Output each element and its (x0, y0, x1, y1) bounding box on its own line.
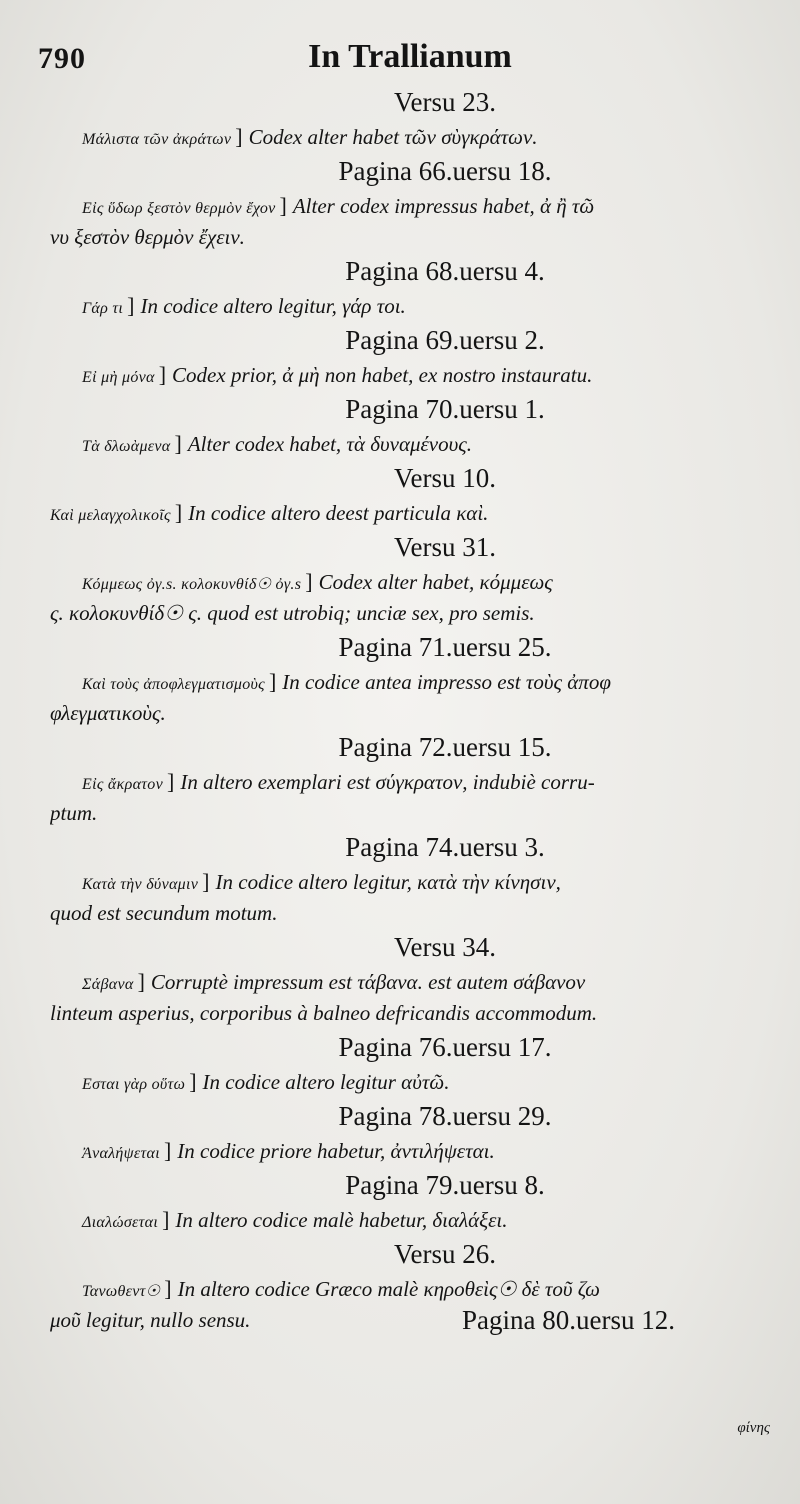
text-line (50, 122, 770, 153)
lemma-greek: Καὶ μελαγχολικοῖς (50, 507, 171, 524)
lemma-bracket: ] (167, 769, 175, 794)
section-heading: Versu 31. (394, 532, 496, 562)
annotation-text: In codice altero legitur, γάρ τοι. (140, 294, 406, 318)
annotation-text: In altero exemplari est σύγκρατον, indubiè corru- (180, 770, 595, 794)
text-line (50, 1305, 770, 1336)
annotation-text: ς. κολοκυνθίδ☉ ς. quod est utrobiq; unciæ sex, pro semis. (50, 601, 535, 625)
annotation-text: φλεγματικοὺς. (50, 701, 166, 725)
text-line (50, 1274, 770, 1305)
section-heading: Pagina 69.uersu 2. (345, 325, 545, 355)
annotation-text: Codex alter habet τῶν σὺγκράτων. (248, 125, 538, 149)
section-heading: Pagina 72.uersu 15. (338, 732, 552, 762)
text-line (50, 798, 770, 829)
text-line (50, 222, 770, 253)
text-line (50, 867, 770, 898)
lemma-bracket: ] (279, 193, 287, 218)
text-line (50, 191, 770, 222)
running-head: In Trallianum (308, 38, 512, 75)
annotation-text: Alter codex habet, τὰ δυναμένους. (187, 432, 473, 456)
section-heading: Pagina 79.uersu 8. (345, 1170, 545, 1200)
page-content (50, 84, 770, 1336)
section-heading: Versu 26. (394, 1239, 496, 1269)
lemma-greek: Διαλώσεται (82, 1214, 159, 1231)
lemma-bracket: ] (163, 1138, 172, 1163)
lemma-greek: Τανωθεντ☉ (82, 1283, 161, 1300)
section-heading: Pagina 80.uersu 12. (462, 1305, 675, 1335)
lemma-greek: Εἰς ἄκρατον (82, 776, 163, 793)
section-heading: Pagina 66.uersu 18. (338, 156, 552, 186)
text-line (50, 429, 770, 460)
annotation-text: In codice altero deest particula καὶ. (188, 501, 489, 525)
lemma-bracket: ] (137, 969, 145, 994)
annotation-text: μοῦ legitur, nullo sensu. (50, 1308, 251, 1332)
annotation-text: Codex alter habet, κόμμεως (318, 570, 553, 594)
section-heading: Pagina 71.uersu 25. (338, 632, 552, 662)
lemma-greek: Γάρ τι (82, 300, 124, 317)
annotation-text: Alter codex impressus habet, ἀ ἢ τῶ (292, 194, 595, 218)
section-heading: Versu 10. (394, 463, 496, 493)
section-heading: Pagina 76.uersu 17. (338, 1032, 552, 1062)
text-line (50, 1205, 770, 1236)
text-line (50, 967, 770, 998)
annotation-text: ptum. (50, 801, 98, 825)
lemma-greek: Κατὰ τὴν δύναμιν (82, 876, 199, 893)
text-line (50, 1136, 770, 1167)
annotation-text: In codice altero legitur, κατὰ τὴν κίνησιν, (215, 870, 561, 894)
page-number: 790 (38, 42, 86, 75)
lemma-bracket: ] (164, 1276, 172, 1301)
lemma-bracket: ] (174, 431, 182, 456)
lemma-bracket: ] (235, 124, 243, 149)
text-line (50, 360, 770, 391)
lemma-greek: Κόμμεως ὀγ.s. κολοκυνθίδ☉ ὀγ.s (82, 576, 302, 593)
section-heading: Versu 23. (394, 87, 496, 117)
lemma-greek: Καὶ τοὺς ἀποφλεγματισμοὺς (82, 676, 265, 693)
text-line (50, 291, 770, 322)
section-heading: Pagina 78.uersu 29. (338, 1101, 552, 1131)
lemma-bracket: ] (305, 569, 313, 594)
section-heading: Versu 34. (394, 932, 496, 962)
text-line (50, 898, 770, 929)
text-line (50, 598, 770, 629)
lemma-bracket: ] (162, 1207, 170, 1232)
lemma-greek: Σάβανα (82, 976, 134, 993)
lemma-greek: Μάλιστα τῶν ἀκράτων (82, 131, 232, 148)
section-heading: Pagina 74.uersu 3. (345, 832, 545, 862)
text-line (50, 567, 770, 598)
text-line (50, 498, 770, 529)
lemma-greek: Εσται γὰρ οὕτω (82, 1076, 186, 1093)
annotation-text: Corruptè impressum est τάβανα. est autem σάβανον (150, 970, 586, 994)
catchword: φίνης (737, 1420, 770, 1436)
lemma-bracket: ] (189, 1069, 197, 1094)
section-heading: Pagina 70.uersu 1. (345, 394, 545, 424)
annotation-text: In codice altero legitur αὐτῶ. (202, 1070, 450, 1094)
annotation-text: In codice antea impresso est τοὺς ἀποφ (282, 670, 611, 694)
lemma-bracket: ] (202, 869, 210, 894)
annotation-text: linteum asperius, corporibus à balneo defricandis accommodum. (50, 1001, 598, 1025)
lemma-bracket: ] (268, 669, 277, 694)
lemma-greek: Τὰ δλωὰμενα (82, 438, 171, 455)
lemma-bracket: ] (127, 293, 135, 318)
lemma-greek: Εἰ μὴ μόνα (82, 369, 155, 386)
text-line (50, 698, 770, 729)
annotation-text: νυ ξεστὸν θερμὸν ἔχειν. (50, 225, 245, 249)
annotation-text: In altero codice Græco malè κηροθεὶς☉ δὲ τοῦ ζω (177, 1277, 600, 1301)
annotation-text: quod est secundum motum. (50, 901, 278, 925)
annotation-text: In codice priore habetur, ἀντιλήψεται. (177, 1139, 495, 1163)
lemma-bracket: ] (174, 500, 183, 525)
annotation-text: Codex prior, ἀ μὴ non habet, ex nostro instauratu. (172, 363, 593, 387)
text-line (50, 667, 770, 698)
text-line (50, 767, 770, 798)
section-heading: Pagina 68.uersu 4. (345, 256, 545, 286)
lemma-bracket: ] (158, 362, 167, 387)
annotation-text: In altero codice malè habetur, διαλάξει. (175, 1208, 508, 1232)
lemma-greek: Εἰς ὕδωρ ξεστὸν θερμὸν ἔχον (82, 200, 276, 217)
lemma-greek: Ἀναλήψεται (82, 1145, 160, 1162)
text-line (50, 998, 770, 1029)
text-line (50, 1067, 770, 1098)
